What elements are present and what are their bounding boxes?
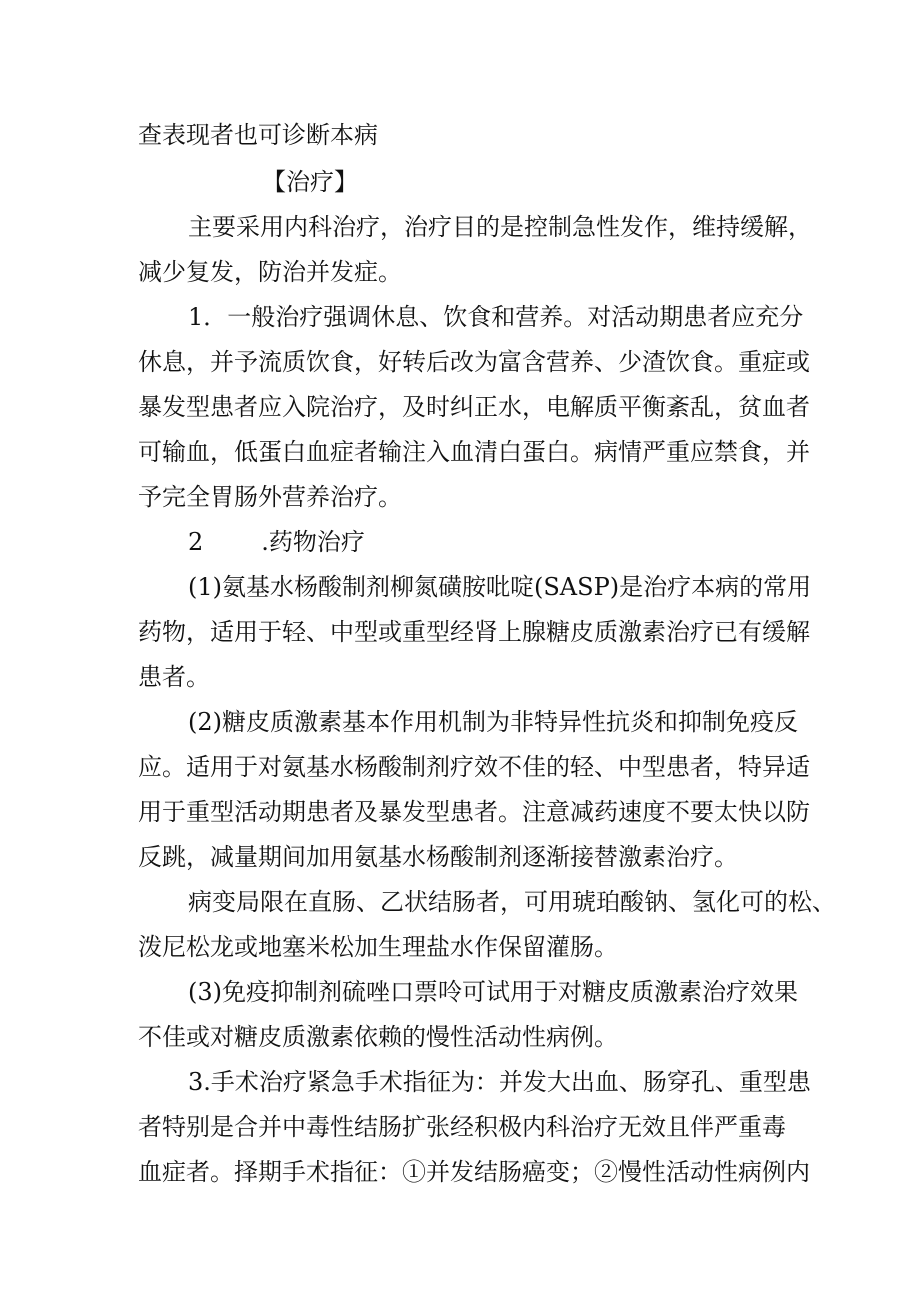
paragraph-line: 反跳，减量期间加用氨基水杨酸制剂逐渐接替激素治疗。 — [138, 843, 738, 871]
paragraph-line: (3)免疫抑制剂硫唑口票呤可试用于对糖皮质激素治疗效果 — [188, 978, 798, 1006]
paragraph-line: 予完全胃肠外营养治疗。 — [138, 483, 402, 511]
paragraph-line: 减少复发，防治并发症。 — [138, 258, 402, 286]
paragraph-line: 泼尼松龙或地塞米松加生理盐水作保留灌肠。 — [138, 933, 618, 961]
paragraph-line: 可输血，低蛋白血症者输注入血清白蛋白。病情严重应禁食，并 — [138, 438, 810, 466]
paragraph-line: 3.手术治疗紧急手术指征为：并发大出血、肠穿孔、重型患 — [188, 1068, 811, 1096]
paragraph-line: 休息，并予流质饮食，好转后改为富含营养、少渣饮食。重症或 — [138, 348, 810, 376]
section-heading: 【治疗】 — [262, 168, 358, 196]
paragraph-line: 用于重型活动期患者及暴发型患者。注意减药速度不要太快以防 — [138, 798, 810, 826]
paragraph-line: (2)糖皮质激素基本作用机制为非特异性抗炎和抑制免疫反 — [188, 708, 798, 736]
paragraph-line: (1)氨基水杨酸制剂柳氮磺胺吡啶(SASP)是治疗本病的常用 — [188, 573, 812, 601]
subheading-number: 2 — [188, 528, 204, 556]
subheading-line — [188, 527, 365, 557]
paragraph-line: 应。适用于对氨基水杨酸制剂疗效不佳的轻、中型患者，特异适 — [138, 753, 810, 781]
paragraph-line: 药物，适用于轻、中型或重型经肾上腺糖皮质激素治疗已有缓解 — [138, 618, 810, 646]
paragraph-line: 暴发型患者应入院治疗，及时纠正水，电解质平衡紊乱，贫血者 — [138, 393, 810, 421]
text-line: 查表现者也可诊断本病 — [138, 121, 378, 149]
paragraph-line: 血症者。择期手术指征：①并发结肠癌变；②慢性活动性病例内 — [138, 1158, 810, 1186]
paragraph-line: 病变局限在直肠、乙状结肠者，可用琥珀酸钠、氢化可的松、 — [188, 888, 836, 916]
subheading-text: .药物治疗 — [261, 528, 365, 556]
paragraph-line: 患者。 — [138, 663, 210, 691]
paragraph-line: 1．一般治疗强调休息、饮食和营养。对活动期患者应充分 — [188, 303, 804, 331]
paragraph-line: 者特别是合并中毒性结肠扩张经积极内科治疗无效且伴严重毒 — [138, 1113, 786, 1141]
paragraph-line: 主要采用内科治疗，治疗目的是控制急性发作，维持缓解， — [188, 213, 812, 241]
paragraph-line: 不佳或对糖皮质激素依赖的慢性活动性病例。 — [138, 1023, 618, 1051]
